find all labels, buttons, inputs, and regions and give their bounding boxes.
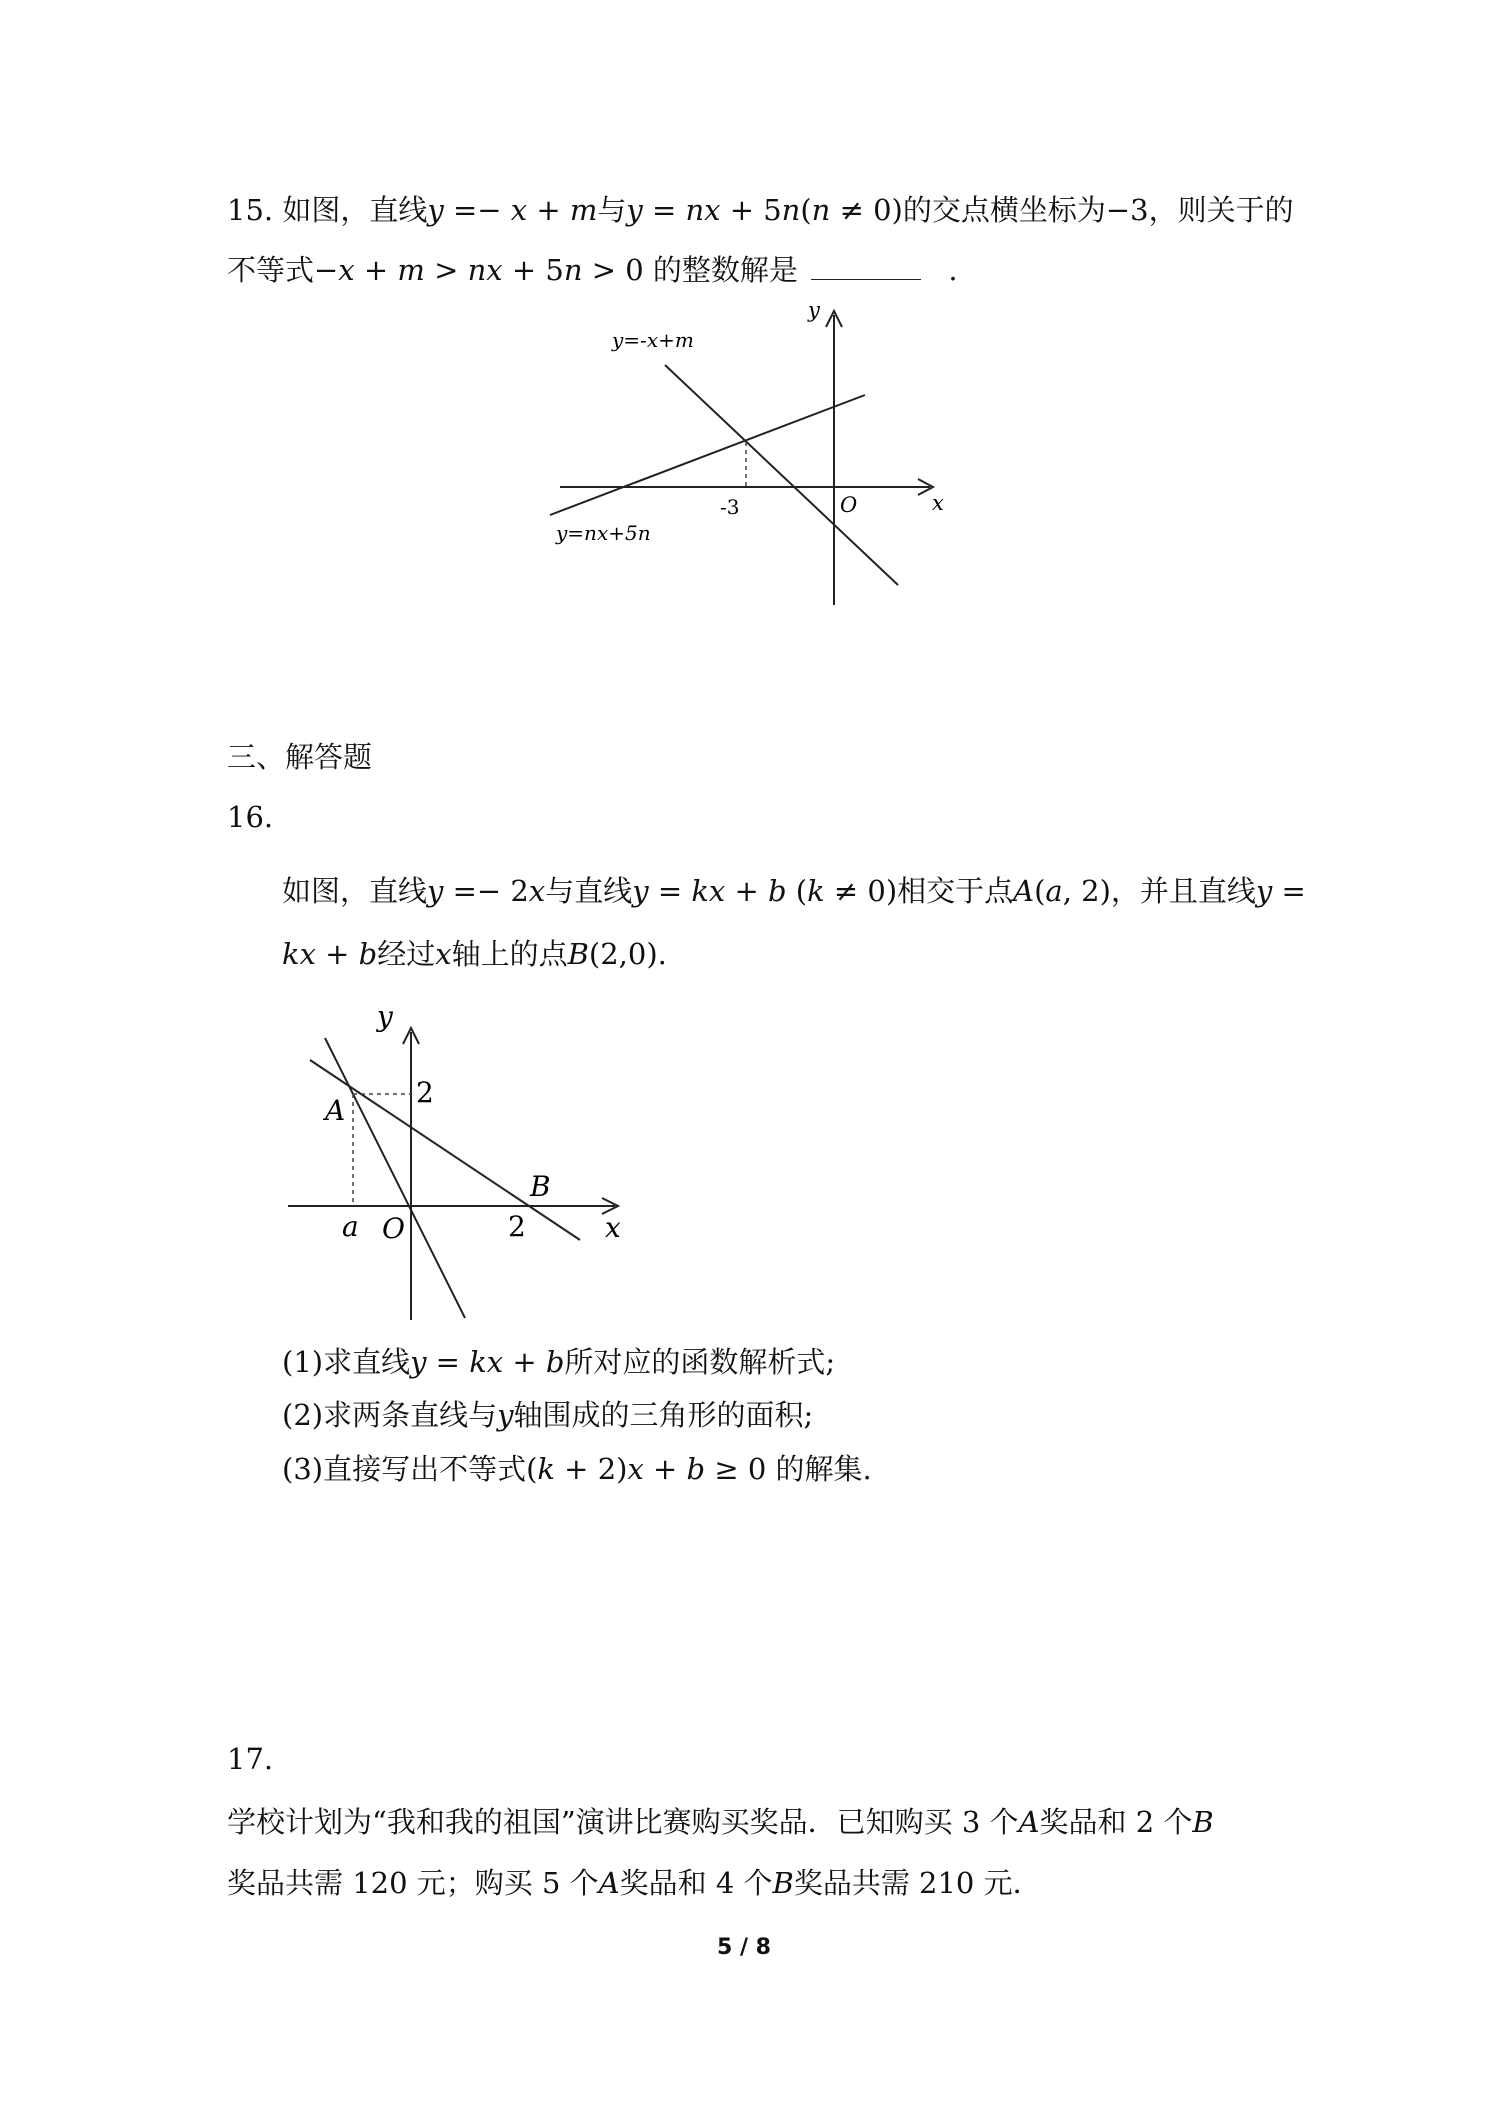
q16-label-a: a [342, 1210, 359, 1243]
page-number: 5 / 8 [717, 1935, 771, 1960]
q17-statement-1: 学校计划为“我和我的祖国”演讲比赛购买奖品．已知购买 3 个𝐴奖品和 2 个𝐵 [227, 1805, 1214, 1839]
q15-line-1: 15. 如图，直线𝑦 =− 𝑥 + 𝑚与𝑦 = 𝑛𝑥 + 5𝑛(𝑛 ≠ 0)的交点横坐标为−3，则关于的 [227, 193, 1294, 227]
q16-x-label: x [605, 1211, 621, 1244]
q16-origin-label: O [382, 1212, 405, 1245]
q16-label-B: B [530, 1170, 551, 1203]
q16-number: 16. [227, 800, 274, 834]
q17-statement-2: 奖品共需 120 元；购买 5 个𝐴奖品和 4 个𝐵奖品共需 210 元． [227, 1866, 1042, 1900]
q15-x-label: x [932, 491, 944, 515]
q15-line-nx5n [550, 395, 865, 515]
q16-part-3: (3)直接写出不等式(𝑘 + 2)𝑥 + 𝑏 ≥ 0 的解集. [282, 1452, 872, 1486]
q16-y-label: y [377, 1000, 393, 1033]
q17-number: 17. [227, 1742, 274, 1776]
q15-figure [540, 295, 960, 615]
section-title: 三、解答题 [227, 740, 373, 774]
q16-statement-1: 如图，直线𝑦 =− 2𝑥与直线𝑦 = 𝑘𝑥 + 𝑏 (𝑘 ≠ 0)相交于点𝐴(𝑎, 2)，并且直线𝑦 = [282, 874, 1306, 908]
answer-blank[interactable] [811, 253, 921, 280]
q15-line-2 [227, 253, 958, 288]
q15-label-nx5n: y=nx+5n [556, 521, 651, 545]
q15-line-2-text: 不等式−𝑥 + 𝑚 > 𝑛𝑥 + 5𝑛 > 0 的整数解是 [227, 253, 798, 287]
q16-statement-2: 𝑘𝑥 + 𝑏经过𝑥轴上的点𝐵(2,0). [282, 937, 667, 971]
q16-label-A: A [325, 1094, 346, 1127]
q15-line-xm [665, 365, 898, 585]
q15-label-xm: y=-x+m [612, 328, 694, 352]
q15-y-label: y [808, 298, 820, 322]
q15-tick-minus3: -3 [720, 495, 740, 519]
q16-label-2-x: 2 [508, 1210, 526, 1243]
q15-line-2-end: . [948, 253, 958, 287]
q16-label-2-y: 2 [416, 1076, 434, 1109]
q15-origin-label: O [840, 493, 858, 517]
q16-line-neg2x [325, 1038, 465, 1318]
q16-figure [280, 1000, 640, 1330]
q16-part-2: (2)求两条直线与𝑦轴围成的三角形的面积; [282, 1398, 814, 1432]
q16-part-1: (1)求直线𝑦 = 𝑘𝑥 + 𝑏所对应的函数解析式; [282, 1345, 836, 1379]
